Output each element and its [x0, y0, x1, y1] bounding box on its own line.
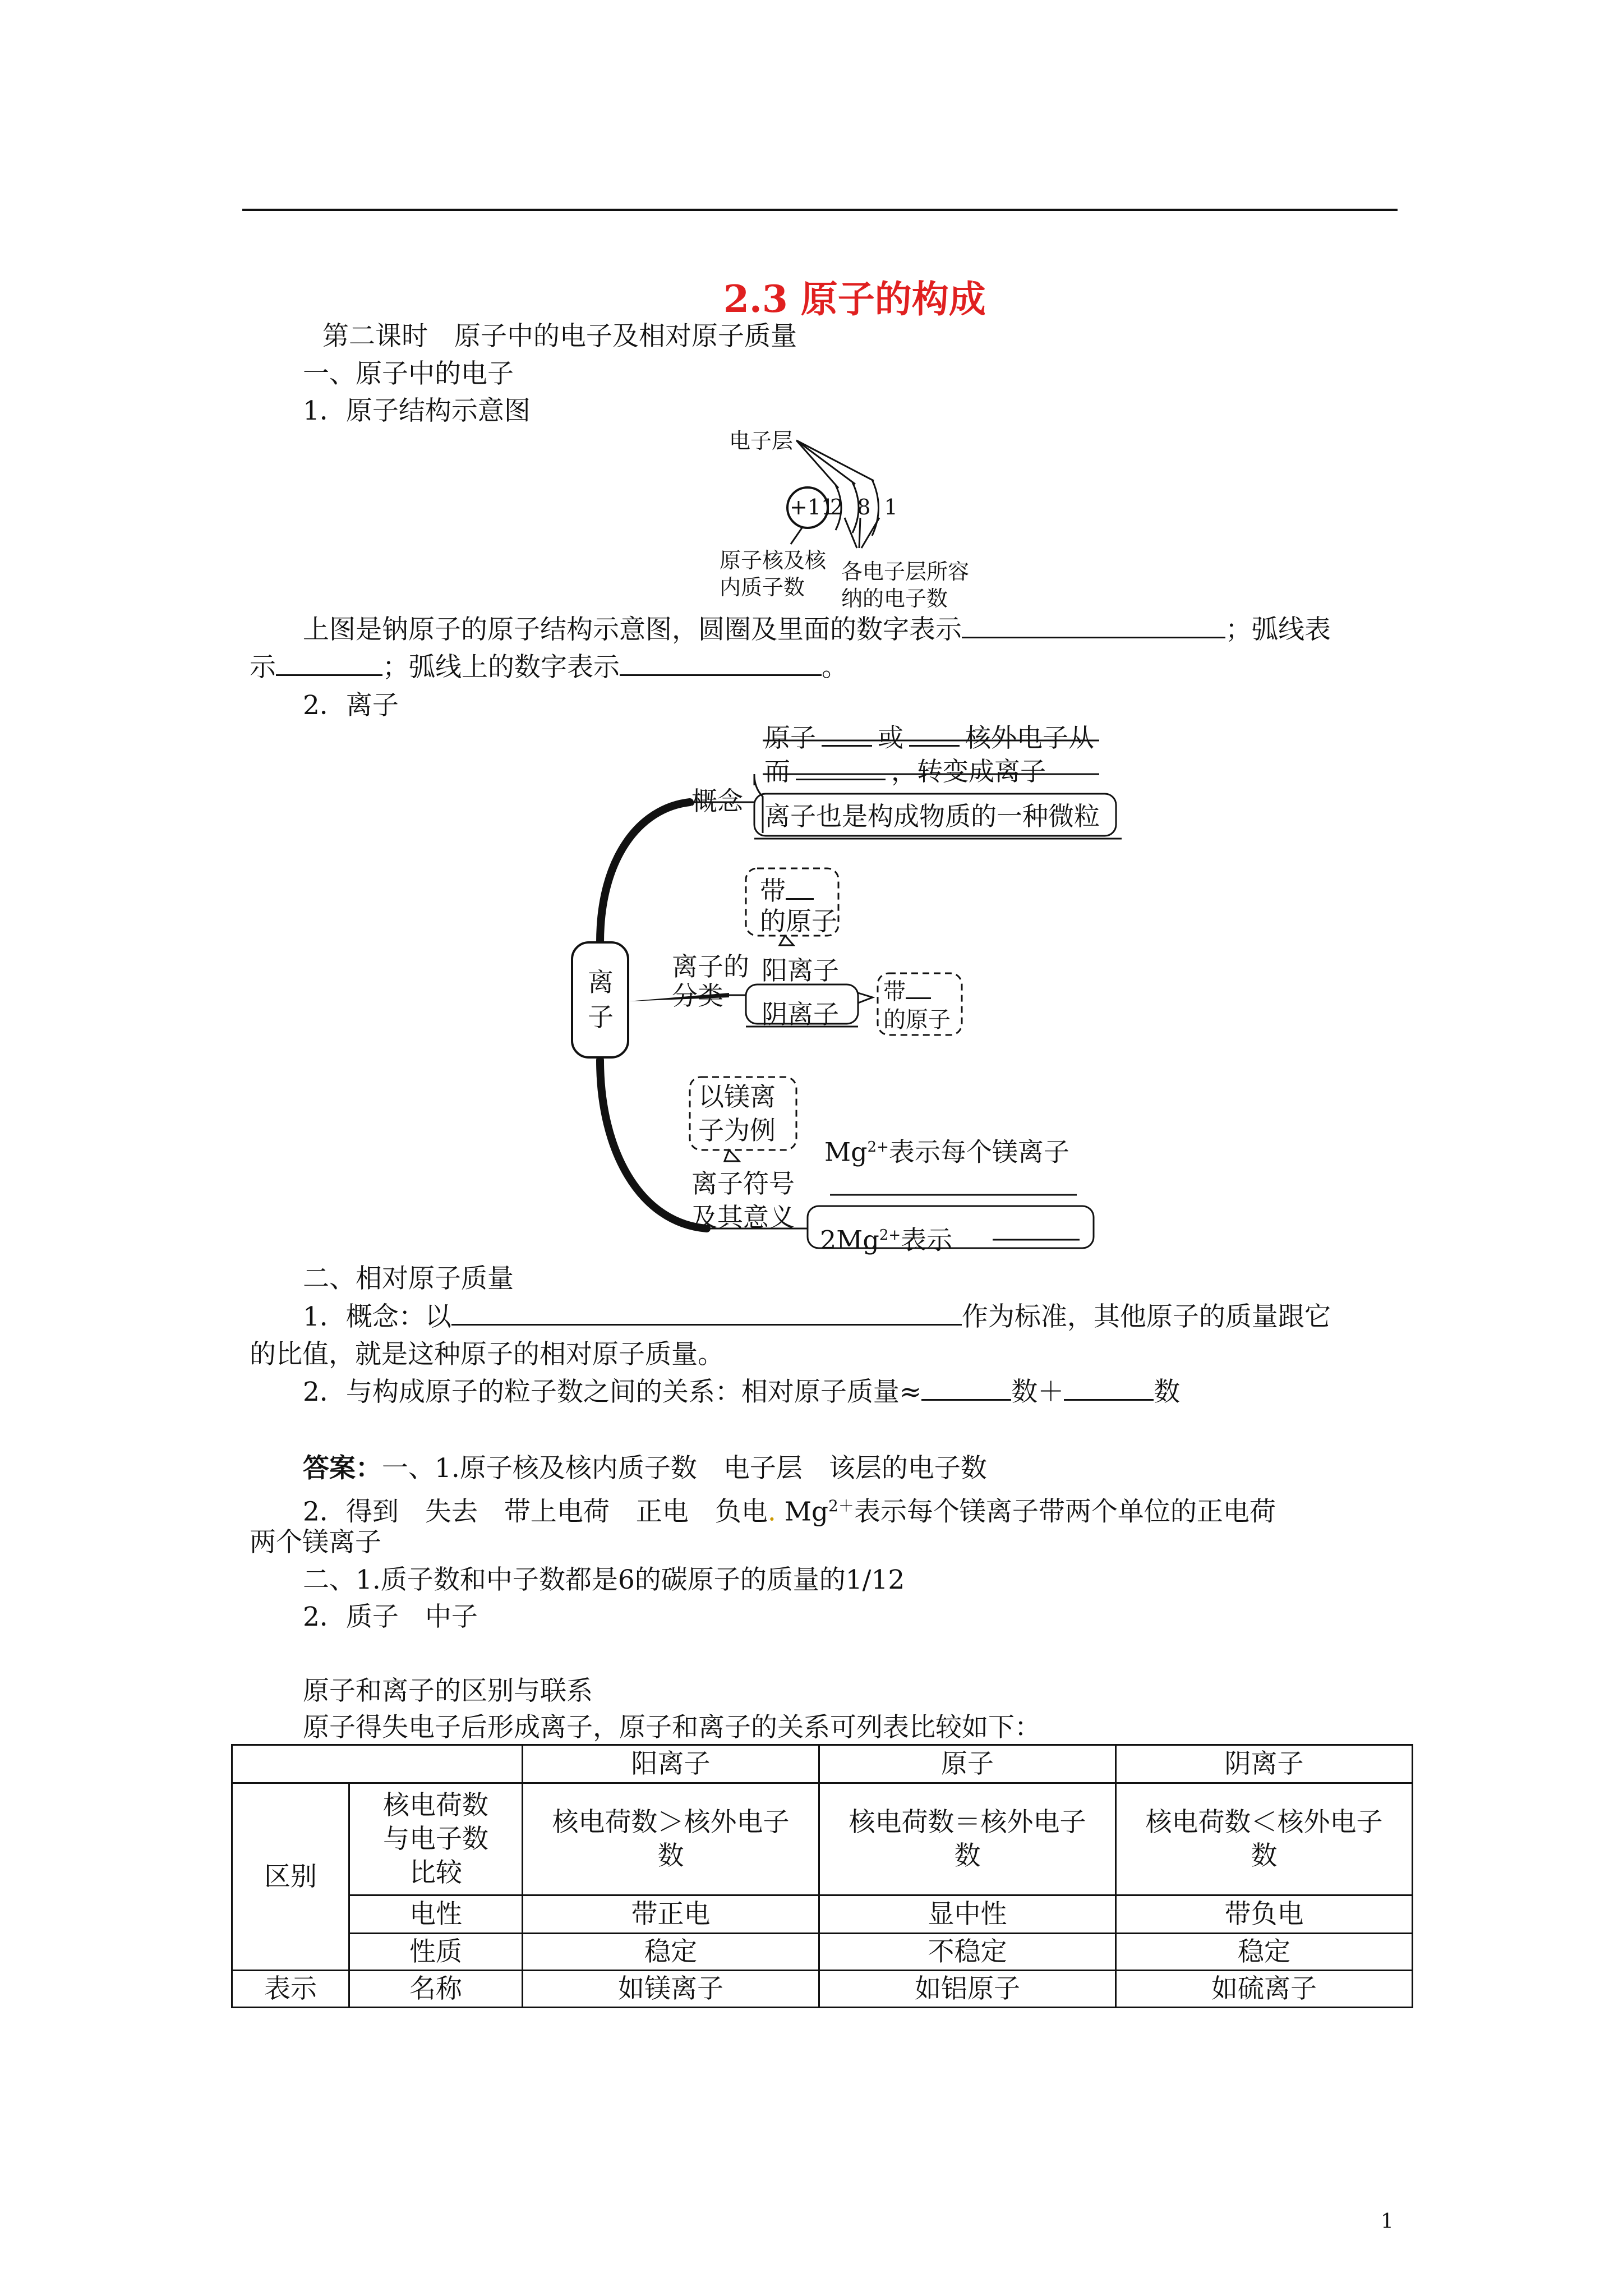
answers-line1: 答案：一、1.原子核及核内质子数 电子层 该层的电子数: [303, 1453, 987, 1484]
concept2-line2: 的比值，就是这种原子的相对原子质量。: [250, 1339, 724, 1370]
symbol-line1: 离子符号: [691, 1168, 795, 1199]
item-heading-2: 2．离子: [303, 690, 399, 721]
lesson-subtitle: 第二课时 原子中的电子及相对原子质量: [322, 321, 797, 352]
example-line2: 子为例: [698, 1115, 776, 1145]
shell-label: 电子层: [729, 429, 794, 453]
table-header-row: [232, 1745, 1413, 1783]
nucleus-label-line1: 原子核及核: [720, 548, 827, 573]
row3-atom: 不稳定: [819, 1934, 1116, 1971]
row1-atom: 核电荷数＝核外电子 数: [819, 1783, 1116, 1895]
relation-line: 2．与构成原子的粒子数之间的关系：相对原子质量≈ 数＋ 数: [303, 1377, 1181, 1407]
extra-heading: 原子和离子的区别与联系: [303, 1676, 593, 1706]
table-row: [232, 1895, 1413, 1934]
cation-box-dai: 带: [760, 874, 814, 908]
cation-charge-blank[interactable]: [786, 875, 814, 900]
fill-in-paragraph-line2: 示 ；弧线上的数字表示 。: [250, 652, 848, 683]
row4-atom: 如铝原子: [819, 1971, 1116, 2008]
two-mg-ion-meaning: $2Mg^{2+}$表示: [820, 1225, 953, 1255]
row2-label: 电性: [349, 1895, 523, 1934]
anion-box-dai: 带: [883, 975, 931, 1009]
header-empty: [232, 1745, 523, 1783]
row3-anion: 稳定: [1116, 1934, 1413, 1971]
blank-1[interactable]: [962, 613, 1225, 638]
mg-ion-meaning: $Mg^{2+}$表示每个镁离子: [824, 1137, 1069, 1167]
comparison-table: [231, 1744, 1413, 2008]
anion-label: 阴离子: [762, 999, 839, 1029]
classify-line2: 分类: [672, 981, 723, 1011]
table-row: [232, 1783, 1413, 1895]
header-cation: 阳离子: [523, 1745, 819, 1783]
answers-line3: 两个镁离子: [250, 1527, 381, 1558]
classify-line1: 离子的: [672, 951, 749, 982]
fill-in-paragraph-line1: 上图是钠原子的原子结构示意图，圆圈及里面的数字表示 ；弧线表: [303, 614, 1331, 645]
row4-label: 名称: [349, 1971, 523, 2008]
page-number: 1: [1381, 2210, 1394, 2233]
answers-line4: 二、1.质子数和中子数都是6的碳原子的质量的1/12: [303, 1565, 905, 1595]
concept-line1: 原子 或 核外电子从: [764, 723, 1094, 753]
header-atom: 原子: [819, 1745, 1116, 1783]
row1-label: 核电荷数 与电子数 比较: [349, 1783, 523, 1895]
standard-blank[interactable]: [451, 1300, 962, 1326]
count-label-line1: 各电子层所容: [841, 559, 970, 584]
answers-line2: 2．得到 失去 带上电荷 正电 负电. $Mg^{2+}$表示每个镁离子带两个单位的正电荷: [303, 1496, 1276, 1527]
mindmap-root: 离子: [588, 967, 614, 1032]
concept-blank-1[interactable]: [822, 721, 872, 747]
table-row: [232, 1934, 1413, 1971]
row1-anion: 核电荷数＜核外电子 数: [1116, 1783, 1413, 1895]
table-row: [232, 1971, 1413, 2008]
relation-blank-1[interactable]: [921, 1375, 1011, 1401]
blank-2[interactable]: [276, 651, 382, 676]
extra-intro: 原子得失电子后形成离子，原子和离子的关系可列表比较如下：: [303, 1712, 1041, 1743]
row3-label: 性质: [349, 1934, 523, 1971]
header-rule: [242, 209, 1398, 211]
group-difference: 区别: [232, 1783, 349, 1971]
relation-blank-2[interactable]: [1064, 1375, 1154, 1401]
row4-cation: 如镁离子: [523, 1971, 819, 2008]
electron-counts: 2 8 1: [830, 495, 901, 519]
group-representation: 表示: [232, 1971, 349, 2008]
nucleus-charge: +11: [790, 495, 835, 519]
item-heading-1: 1．原子结构示意图: [303, 395, 531, 426]
concept-line3: 离子也是构成物质的一种微粒: [764, 801, 1100, 831]
count-label-line2: 纳的电子数: [841, 586, 948, 611]
row3-cation: 稳定: [523, 1934, 819, 1971]
header-anion: 阴离子: [1116, 1745, 1413, 1783]
blank-3[interactable]: [620, 651, 822, 676]
anion-charge-blank[interactable]: [906, 977, 931, 999]
concept2-line1: 1．概念：以 作为标准，其他原子的质量跟它: [303, 1301, 1331, 1332]
concept-blank-2[interactable]: [909, 721, 960, 747]
symbol-line2: 及其意义: [691, 1202, 795, 1232]
answers-line5: 2．质子 中子: [303, 1602, 478, 1632]
row4-anion: 如硫离子: [1116, 1971, 1413, 2008]
nucleus-label-line2: 内质子数: [720, 575, 805, 600]
section-heading-1: 一、原子中的电子: [303, 358, 514, 389]
row1-cation: 核电荷数＞核外电子 数: [523, 1783, 819, 1895]
anion-box-atom: 的原子: [883, 1007, 951, 1033]
cation-box-atom: 的原子: [760, 906, 837, 936]
row2-anion: 带负电: [1116, 1895, 1413, 1934]
example-line1: 以镁离: [698, 1082, 776, 1112]
concept-blank-3[interactable]: [796, 755, 886, 780]
page-title: 2.3 原子的构成: [723, 277, 986, 321]
concept-line2: 而 ，转变成离子: [764, 756, 1046, 786]
concept-label: 概念: [691, 786, 743, 816]
cation-label: 阳离子: [762, 955, 839, 986]
row2-cation: 带正电: [523, 1895, 819, 1934]
section-heading-2: 二、相对原子质量: [303, 1263, 514, 1294]
row2-atom: 显中性: [819, 1895, 1116, 1934]
